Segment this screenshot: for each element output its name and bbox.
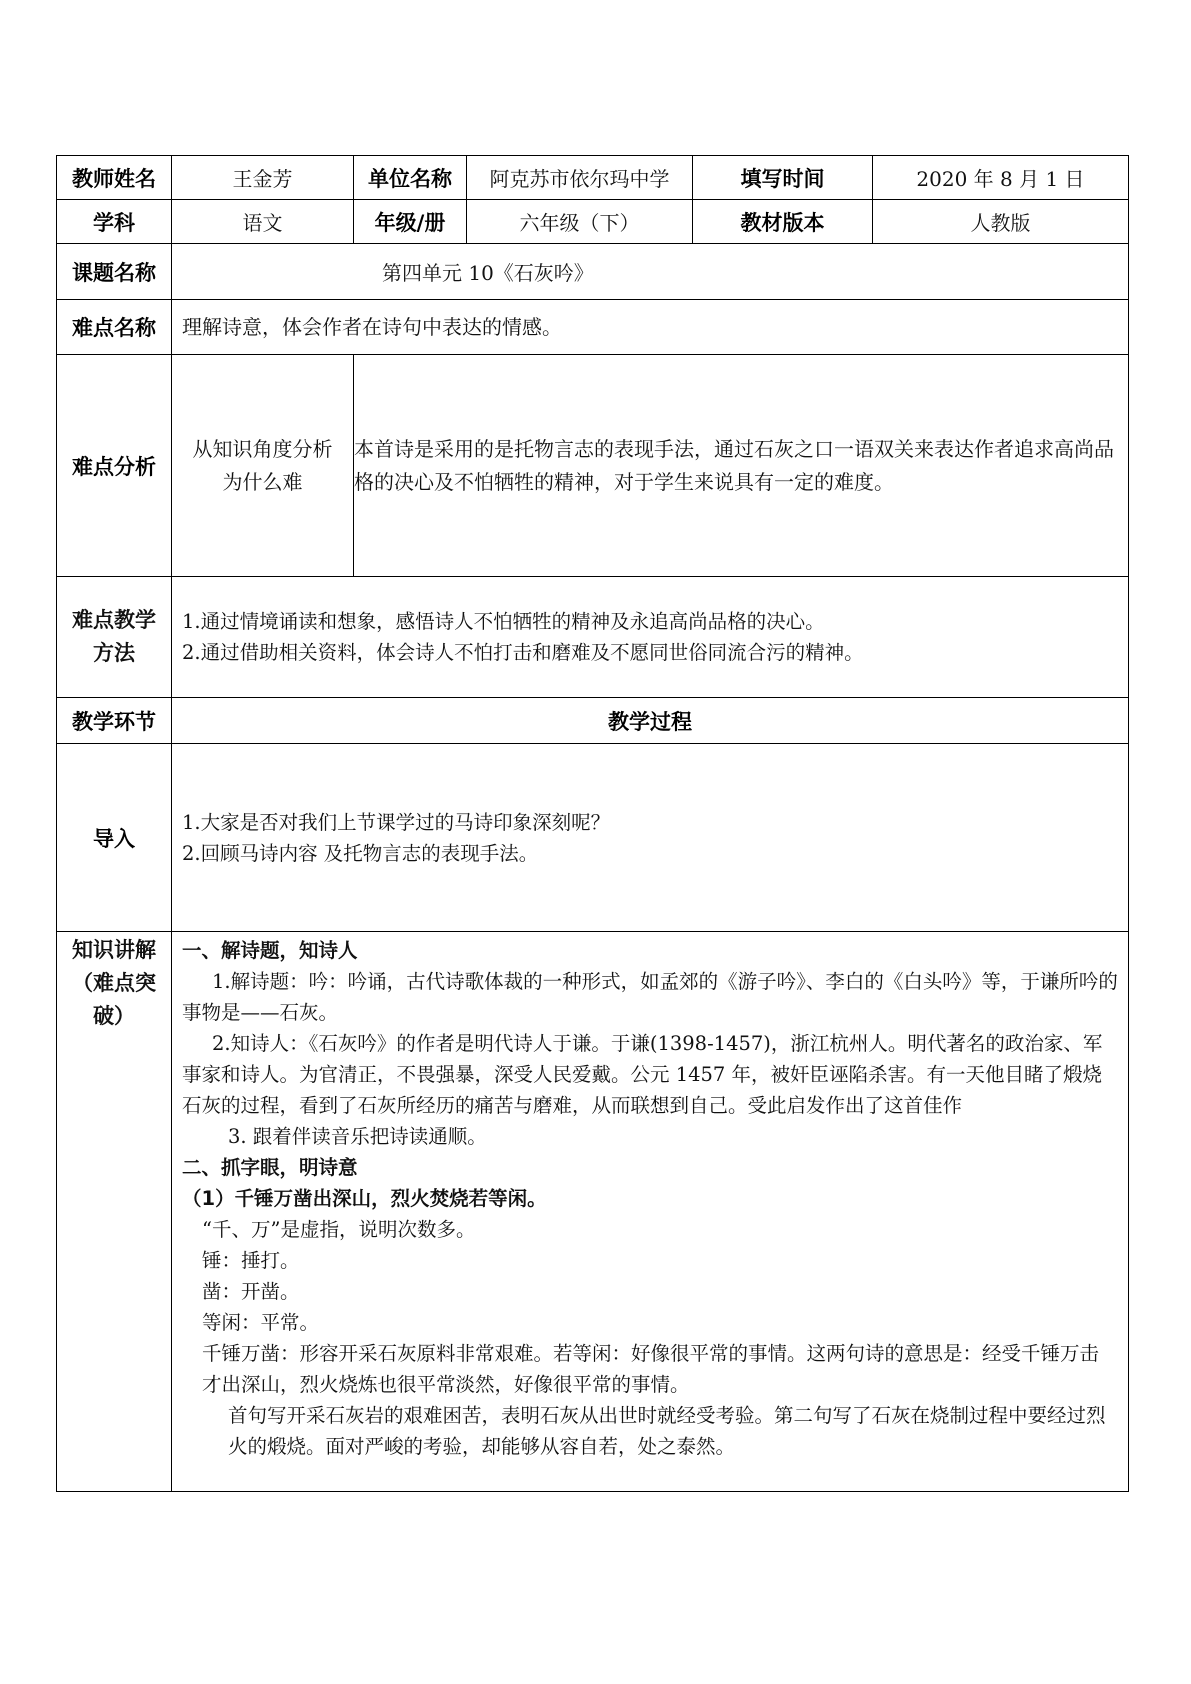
method-item-2: 2.通过借助相关资料，体会诗人不怕打击和磨难及不愿同世俗同流合污的精神。 — [182, 641, 864, 664]
knowledge-note-4: 等闲：平常。 — [202, 1311, 320, 1334]
knowledge-section-1-title: 一、解诗题，知诗人 — [182, 939, 358, 962]
intro-item-2: 2.回顾马诗内容 及托物言志的表现手法。 — [182, 841, 539, 865]
method-row — [57, 577, 1129, 698]
difficulty-row — [57, 300, 1129, 355]
lesson-plan-table — [56, 155, 1129, 1492]
edition-label: 教材版本 — [693, 200, 873, 244]
knowledge-explain: 千锤万凿：形容开采石灰原料非常艰难。若等闲：好像很平常的事情。这两句诗的意思是：经受千锤万击才出深山，烈火烧炼也很平常淡然，好像很平常的事情。 — [202, 1342, 1100, 1396]
intro-row — [57, 744, 1129, 932]
process-header-row — [57, 698, 1129, 744]
analysis-label: 难点分析 — [57, 355, 172, 577]
grade-label: 年级/册 — [354, 200, 467, 244]
analysis-row — [57, 355, 1129, 577]
knowledge-section-2-title: 二、抓字眼，明诗意 — [182, 1156, 358, 1179]
difficulty-label: 难点名称 — [57, 300, 172, 355]
topic-label: 课题名称 — [57, 244, 172, 300]
process-label: 教学环节 — [57, 698, 172, 744]
grade-value: 六年级（下） — [467, 200, 693, 244]
edition-value: 人教版 — [873, 200, 1129, 244]
subject-value: 语文 — [172, 200, 354, 244]
knowledge-item-3: 3. 跟着伴读音乐把诗读通顺。 — [228, 1125, 487, 1148]
difficulty-value: 理解诗意，体会作者在诗句中表达的情感。 — [172, 300, 1129, 355]
topic-row — [57, 244, 1129, 300]
knowledge-note-3: 凿：开凿。 — [202, 1280, 300, 1303]
intro-items — [172, 744, 1129, 932]
knowledge-explain-2: 首句写开采石灰岩的艰难困苦，表明石灰从出世时就经受考验。第二句写了石灰在烧制过程中要经过烈火的煅烧。面对严峻的考验，却能够从容自若，处之泰然。 — [228, 1404, 1106, 1458]
method-label: 难点教学方法 — [57, 577, 172, 698]
method-items — [172, 577, 1129, 698]
knowledge-item-2: 2.知诗人：《石灰吟》的作者是明代诗人于谦。于谦(1398-1457)，浙江杭州人。明代著名的政治家、军事家和诗人。为官清正，不畏强暴，深受人民爱戴。公元 1457 年，被奸臣诬陷杀害。有一天他目睹了煅烧石灰的过程，看到了石灰所经历的痛苦与磨难，从而联想到自己。受此启发作出了这首佳作 — [182, 1032, 1103, 1117]
date-label: 填写时间 — [693, 156, 873, 200]
intro-item-1: 1.大家是否对我们上节课学过的马诗印象深刻呢？ — [182, 810, 611, 834]
knowledge-item-1: 1.解诗题：吟：吟诵，古代诗歌体裁的一种形式，如孟郊的《游子吟》、李白的《白头吟》等，于谦所吟的事物是——石灰。 — [182, 970, 1118, 1024]
info-row-1 — [57, 156, 1129, 200]
method-item-1: 1.通过情境诵读和想象，感悟诗人不怕牺牲的精神及永追高尚品格的决心。 — [182, 610, 825, 633]
date-value: 2020 年 8 月 1 日 — [873, 156, 1129, 200]
knowledge-label: 知识讲解（难点突破） — [57, 932, 172, 1492]
subject-label: 学科 — [57, 200, 172, 244]
knowledge-verse: （1）千锤万凿出深山，烈火焚烧若等闲。 — [182, 1187, 547, 1210]
topic-value: 第四单元 10《石灰吟》 — [172, 244, 1129, 300]
knowledge-content — [172, 932, 1129, 1492]
knowledge-note-2: 锤：捶打。 — [202, 1249, 300, 1272]
analysis-text: 本首诗是采用的是托物言志的表现手法，通过石灰之口一语双关来表达作者追求高尚品格的决心及不怕牺牲的精神，对于学生来说具有一定的难度。 — [354, 355, 1129, 577]
teacher-label: 教师姓名 — [57, 156, 172, 200]
unit-value: 阿克苏市依尔玛中学 — [467, 156, 693, 200]
process-title: 教学过程 — [172, 698, 1129, 744]
info-row-2 — [57, 200, 1129, 244]
unit-label: 单位名称 — [354, 156, 467, 200]
intro-label: 导入 — [57, 744, 172, 932]
lesson-plan-sheet — [56, 155, 1128, 1492]
knowledge-row — [57, 932, 1129, 1492]
knowledge-note-1: “千、万”是虚指，说明次数多。 — [202, 1218, 476, 1241]
analysis-sub-label: 从知识角度分析为什么难 — [172, 355, 354, 577]
teacher-value: 王金芳 — [172, 156, 354, 200]
